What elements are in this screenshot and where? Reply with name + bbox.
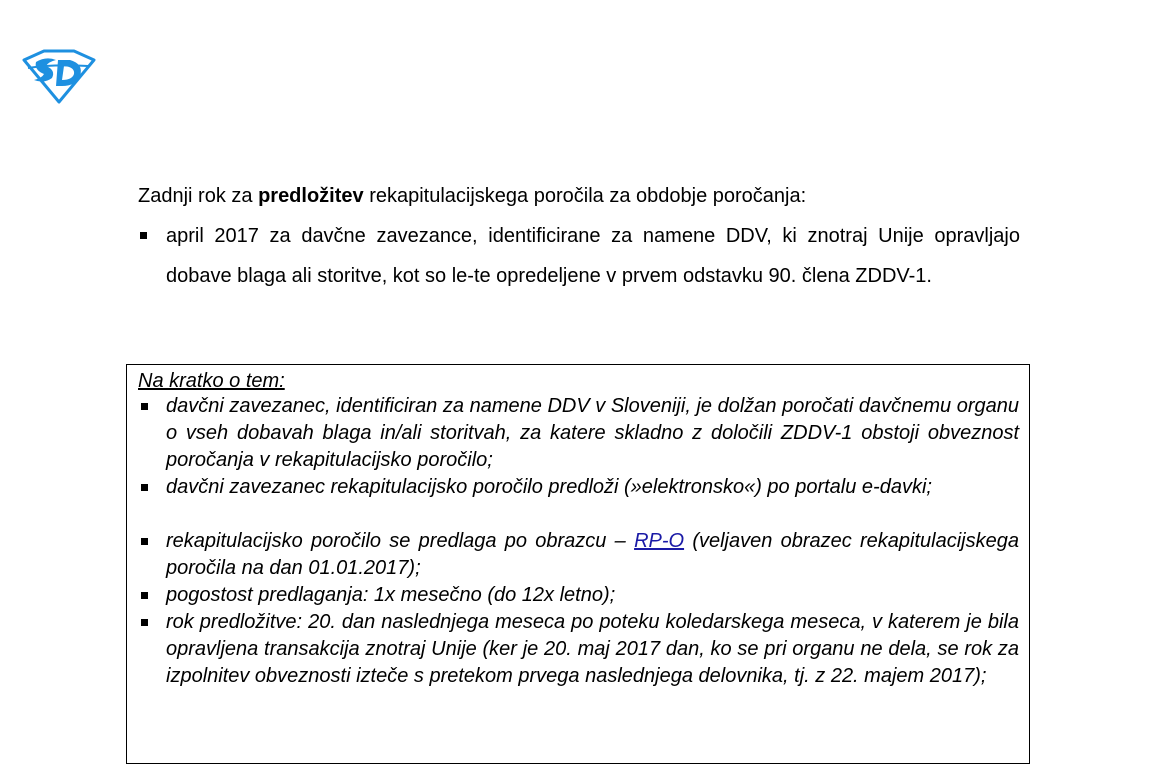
rp-o-form-link[interactable]: RP-O [634,530,685,552]
company-logo [22,48,96,104]
list-item: april 2017 za davčne zavezance, identificirane za namene DDV, ki znotraj Unije opravljajo dobave blaga ali storitve, kot so le-te opredeljene v prvem odstavku 90. člena ZDDV-1. [138,216,1020,296]
list-item: davčni zavezanec, identificiran za namene DDV v Sloveniji, je dolžan poročati davčnemu organu o vseh dobavah blaga in/ali storitvah, za katere skladno z določili ZDDV-1 obstoji obveznost poročanja v rekapitulacijsko poročilo; [138,393,1019,474]
list-item: davčni zavezanec rekapitulacijsko poročilo predloži (»elektronsko«) po portalu e-davki; [138,474,1019,501]
summary-list [138,393,1019,690]
summary-heading: Na kratko o tem: [138,370,285,392]
summary-box [126,364,1030,764]
deadline-intro: Zadnji rok za predložitev rekapitulacijskega poročila za obdobje poročanja: [138,185,807,207]
intro-section [138,176,1020,296]
deadline-list [138,216,1020,296]
list-item: pogostost predlaganja: 1x mesečno (do 12x letno); [138,582,1019,609]
list-item: rekapitulacijsko poročilo se predlaga po obrazcu – RP-O (veljaven obrazec rekapitulacijskega poročila na dan 01.01.2017); [138,528,1019,582]
list-item: rok predložitve: 20. dan naslednjega meseca po poteku koledarskega meseca, v katerem je bila opravljena transakcija znotraj Unije (ker je 20. maj 2017 dan, ko se pri organu ne dela, se rok za izpolnitev obveznosti izteče s pretekom prvega naslednjega delovnika, tj. z 22. majem 2017); [138,609,1019,690]
deadline-bold-term: predložitev [258,185,364,207]
